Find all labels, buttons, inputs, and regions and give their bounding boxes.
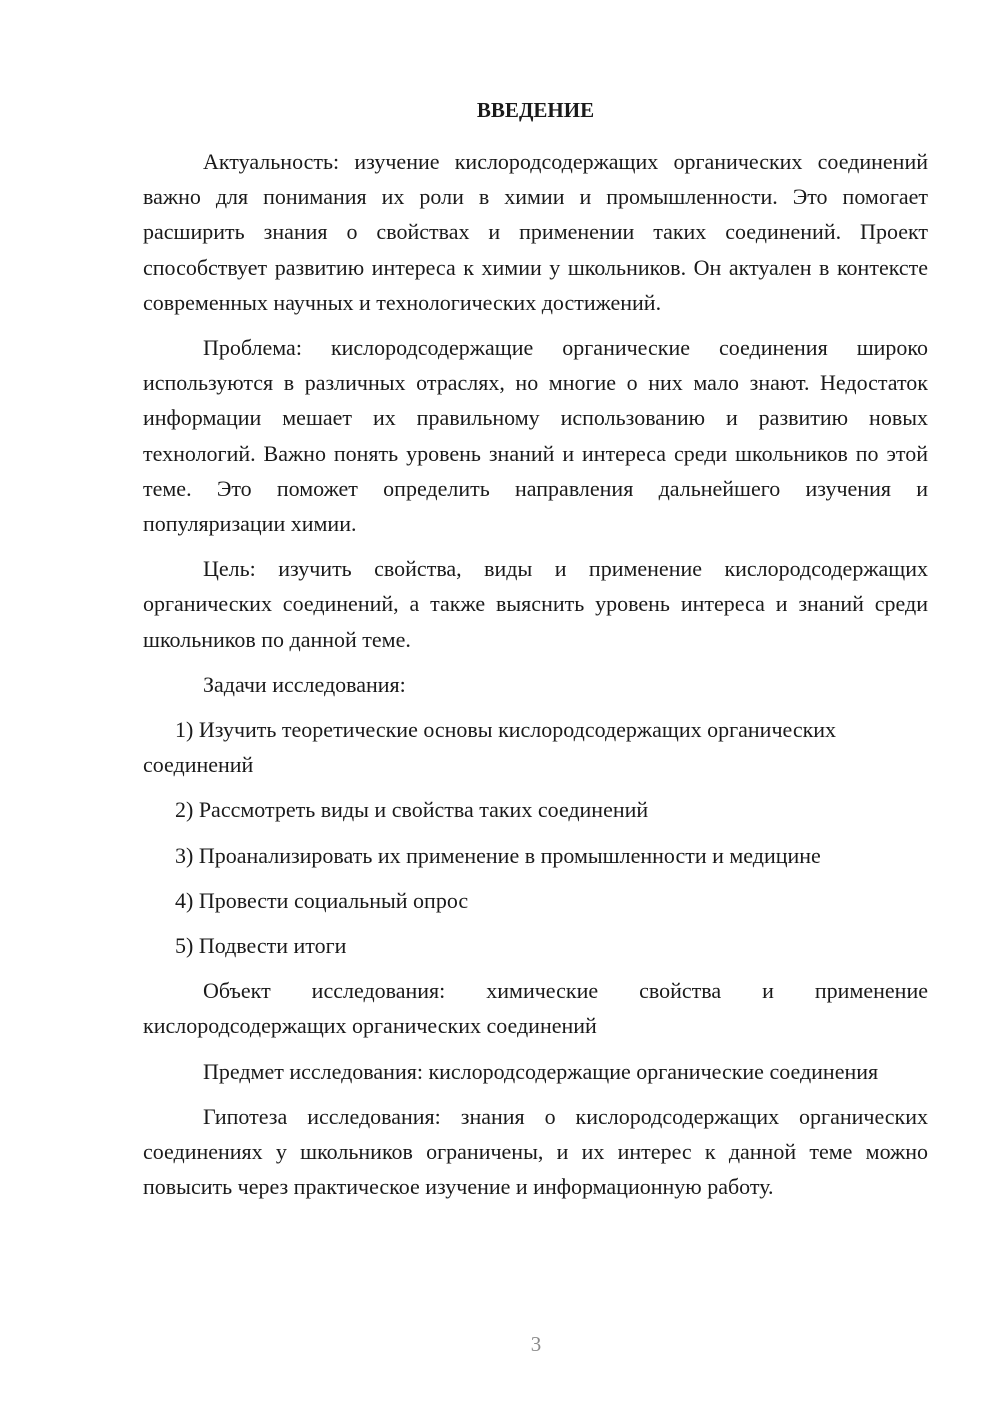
document-page <box>143 94 928 1214</box>
section-heading: ВВЕДЕНИЕ <box>476 98 595 122</box>
task-item: 4) Провести социальный опрос <box>175 887 469 913</box>
tasks-list <box>143 712 928 963</box>
paragraph-hypothesis: Гипотеза исследования: знания о кислородсодержащих органических соединениях у школьников ограничены, и их интерес к данной теме можно повысить через практическое изучение и информационную работу. <box>143 1103 928 1200</box>
task-item: 2) Рассмотреть виды и свойства таких соединений <box>175 797 649 823</box>
tasks-label: Задачи исследования: <box>203 671 406 697</box>
page-number: 3 <box>530 1332 542 1356</box>
task-item: 5) Подвести итоги <box>175 933 347 959</box>
paragraph-object: Объект исследования: химические свойства и применение кислородсодержащих органических соединений <box>143 978 928 1039</box>
paragraph-relevance: Актуальность: изучение кислородсодержащих органических соединений важно для понимания их роли в химии и промышленности. Это помогает расширить знания о свойствах и применении таких соединений. Проект способствует развитию интереса к химии у школьников. Он актуален в контексте современных научных и технологических достижений. <box>143 149 928 315</box>
paragraph-subject: Предмет исследования: кислородсодержащие органические соединения <box>203 1058 879 1084</box>
paragraph-problem: Проблема: кислородсодержащие органические соединения широко используются в различных отраслях, но многие о них мало знают. Недостаток информации мешает их правильному использованию и развитию новых технологий. Важно понять уровень знаний и интереса среди школьников по этой теме. Это поможет определить направления дальнейшего изучения и популяризации химии. <box>143 335 928 537</box>
task-item: 1) Изучить теоретические основы кислородсодержащих органических соединений <box>143 717 837 778</box>
task-item: 3) Проанализировать их применение в промышленности и медицине <box>175 842 821 868</box>
paragraph-goal: Цель: изучить свойства, виды и применение кислородсодержащих органических соединений, а также выяснить уровень интереса и знаний среди школьников по данной теме. <box>143 556 928 652</box>
